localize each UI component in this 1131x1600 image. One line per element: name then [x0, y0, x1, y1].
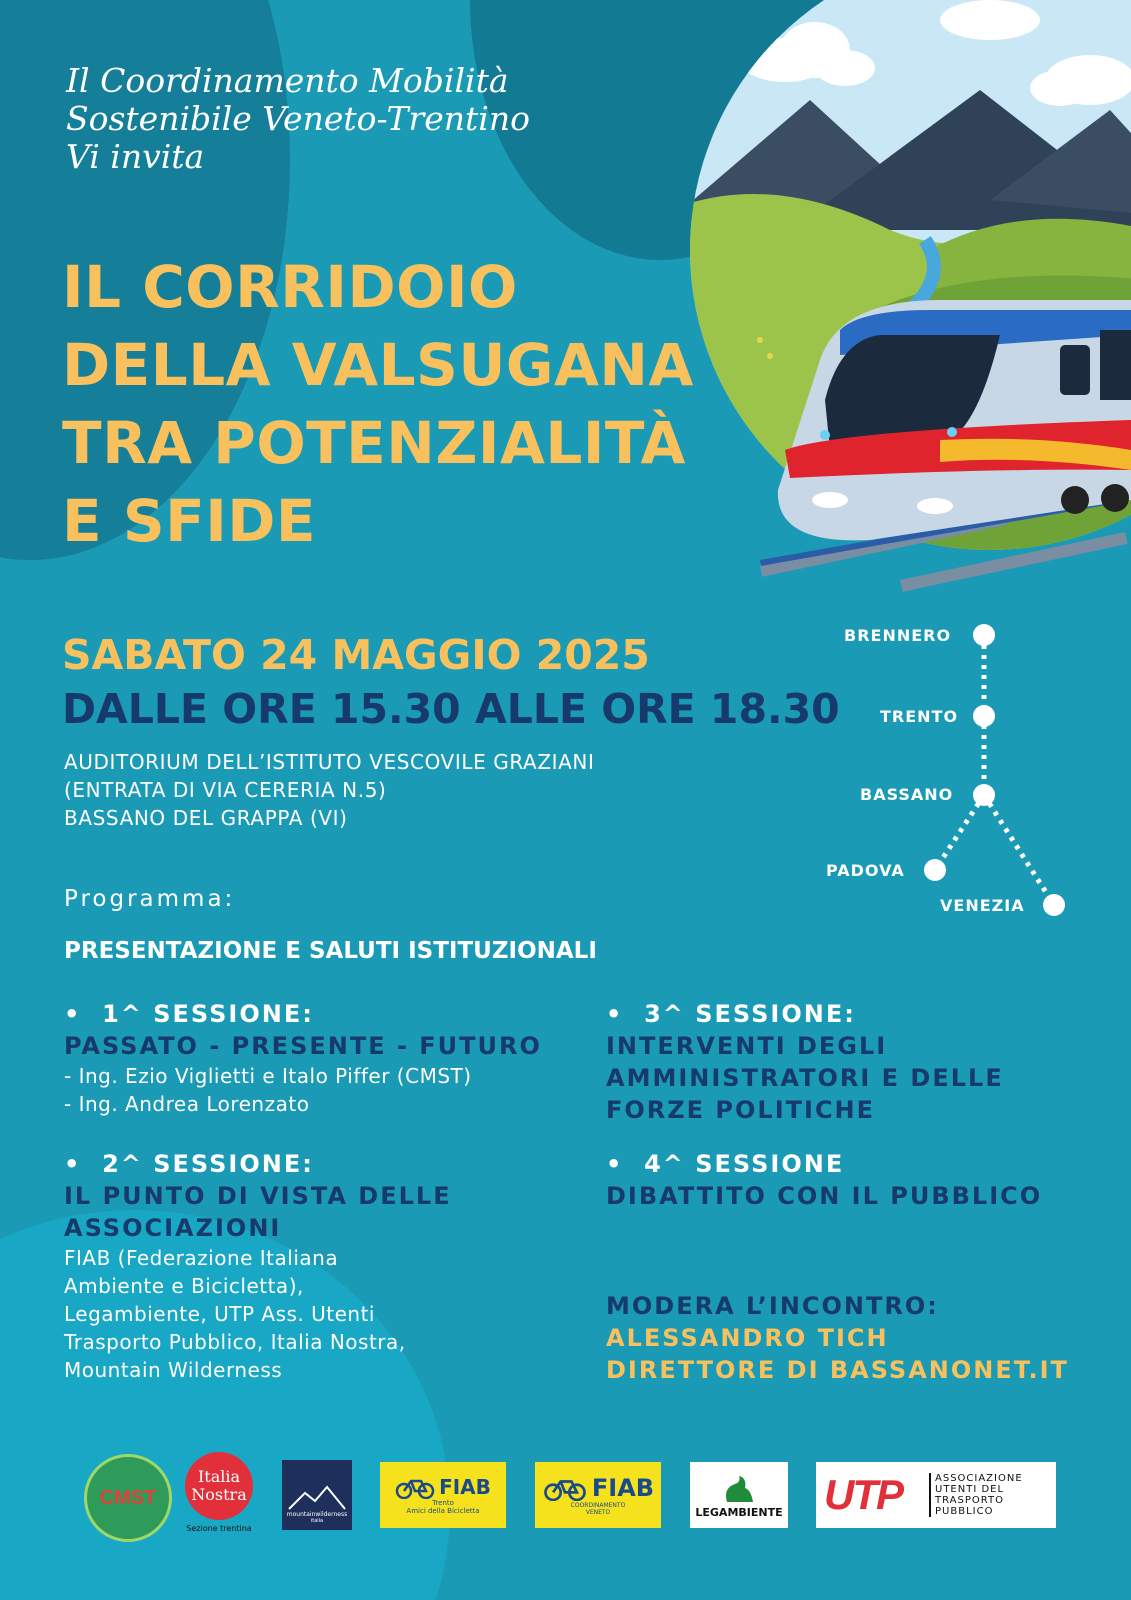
session-4-title: DIBATTITO CON IL PUBBLICO [606, 1182, 1043, 1210]
title-line-3: TRA POTENZIALITÀ [62, 409, 686, 477]
station-dot-trento [973, 705, 995, 727]
session-2-detail-4: Trasporto Pubblico, Italia Nostra, [64, 1330, 406, 1354]
session-1-detail-1: - Ing. Ezio Viglietti e Italo Piffer (CMST) [64, 1064, 472, 1088]
session-2-title-line-1: IL PUNTO DI VISTA DELLE [64, 1182, 452, 1210]
event-venue [64, 748, 594, 832]
utp-logo [816, 1462, 1056, 1528]
intro-line-3: Vi invita [66, 137, 205, 176]
session-1-detail-2: - Ing. Andrea Lorenzato [64, 1092, 310, 1116]
fiab-trento-row [395, 1475, 491, 1499]
legambiente-text: LEGAMBIENTE [695, 1505, 783, 1519]
title-line-4: E SFIDE [62, 487, 317, 555]
utp-line-1: ASSOCIAZIONE [935, 1473, 1023, 1484]
venue-line-3: BASSANO DEL GRAPPA (VI) [64, 806, 348, 830]
utp-line-3: TRASPORTO [935, 1495, 1004, 1506]
moderator-block [606, 1290, 1069, 1386]
fiab-veneto-sub1: COORDINAMENTO [570, 1502, 626, 1509]
bicycle-icon [395, 1475, 435, 1499]
legambiente-logo [690, 1462, 788, 1528]
moderator-label: MODERA L’INCONTRO: [606, 1292, 939, 1320]
route-lines [935, 635, 1054, 905]
utp-text-block [929, 1473, 1023, 1517]
venue-line-1: AUDITORIUM DELL’ISTITUTO VESCOVILE GRAZIANI [64, 750, 595, 774]
venue-line-2: (ENTRATA DI VIA CERERIA N.5) [64, 778, 387, 802]
bicycle-icon [542, 1475, 588, 1501]
italia-nostra-text-1: Italia [197, 1467, 241, 1486]
session-3-title-line-1: INTERVENTI DEGLI [606, 1032, 888, 1060]
station-label-venezia: VENEZIA [940, 896, 1025, 915]
session-2-title-line-2: ASSOCIAZIONI [64, 1214, 282, 1242]
utp-mark: UTP [824, 1471, 902, 1518]
session-2-heading: • 2^ SESSIONE: [64, 1150, 314, 1178]
session-1-heading: • 1^ SESSIONE: [64, 1000, 314, 1028]
italia-nostra-sub: Sezione trentina [186, 1524, 252, 1533]
session-3-title-line-2: AMMINISTRATORI E DELLE [606, 1064, 1004, 1092]
station-label-trento: TRENTO [880, 707, 959, 726]
fiab-trento-sub2: Amici della Bicicletta [406, 1507, 480, 1515]
session-3-title-line-3: FORZE POLITICHE [606, 1096, 876, 1124]
session-2-detail-3: Legambiente, UTP Ass. Utenti [64, 1302, 375, 1326]
utp-line-4: PUBBLICO [935, 1506, 994, 1517]
station-dot-bassano [973, 784, 995, 806]
session-2-detail-1: FIAB (Federazione Italiana [64, 1246, 339, 1270]
session-4 [606, 1148, 1042, 1212]
program-label: Programma: [64, 886, 236, 912]
station-label-brennero: BRENNERO [844, 626, 952, 645]
title-line-2: DELLA VALSUGANA [62, 331, 694, 399]
italia-nostra-text-2: Nostra [191, 1485, 247, 1504]
train-mountain-illustration [690, 0, 1131, 600]
cmst-logo-text: CMST [99, 1486, 157, 1509]
session-2-detail-5: Mountain Wilderness [64, 1358, 283, 1382]
fiab-veneto-row [542, 1474, 654, 1502]
intro-text [66, 62, 530, 176]
fiab-veneto-logo [535, 1462, 661, 1528]
moderator-name: ALESSANDRO TICH [606, 1324, 889, 1352]
station-label-padova: PADOVA [826, 861, 905, 880]
mountain-wilderness-logo [282, 1460, 352, 1530]
italia-nostra-circle [185, 1452, 253, 1520]
moderator-role: DIRETTORE DI BASSANONET.IT [606, 1356, 1069, 1384]
station-dot-brennero [973, 624, 995, 646]
session-3-heading: • 3^ SESSIONE: [606, 1000, 856, 1028]
station-dot-venezia [1043, 894, 1065, 916]
fiab-trento-text: FIAB [439, 1475, 491, 1499]
fiab-trento-sub1: Trento [432, 1499, 454, 1507]
session-3 [606, 998, 1004, 1126]
event-date: SABATO 24 MAGGIO 2025 [62, 631, 650, 679]
cmst-logo [84, 1454, 172, 1542]
intro-line-2: Sostenibile Veneto-Trentino [66, 99, 530, 138]
fiab-trento-logo [380, 1462, 506, 1528]
station-label-bassano: BASSANO [860, 785, 954, 804]
fiab-veneto-text: FIAB [591, 1474, 655, 1502]
intro-line-1: Il Coordinamento Mobilità [66, 61, 509, 100]
program-opening: PRESENTAZIONE E SALUTI ISTITUZIONALI [64, 938, 597, 964]
station-dot-padova [924, 859, 946, 881]
session-1 [64, 998, 542, 1118]
session-1-title: PASSATO - PRESENTE - FUTURO [64, 1032, 542, 1060]
main-title [62, 248, 694, 560]
session-4-heading: • 4^ SESSIONE [606, 1150, 845, 1178]
italia-nostra-logo [184, 1452, 254, 1542]
mountain-icon [287, 1485, 347, 1511]
fiab-veneto-sub2: VENETO [585, 1509, 611, 1516]
event-time: DALLE ORE 15.30 ALLE ORE 18.30 [62, 685, 840, 733]
mountain-wilderness-sub: italia [310, 1518, 324, 1524]
session-2-detail-2: Ambiente e Bicicletta), [64, 1274, 304, 1298]
session-2 [64, 1148, 452, 1384]
title-line-1: IL CORRIDOIO [62, 253, 518, 321]
mountain-wilderness-text: mountainwilderness [286, 1511, 348, 1518]
swan-icon [721, 1472, 757, 1506]
utp-line-2: UTENTI DEL [935, 1484, 1005, 1495]
